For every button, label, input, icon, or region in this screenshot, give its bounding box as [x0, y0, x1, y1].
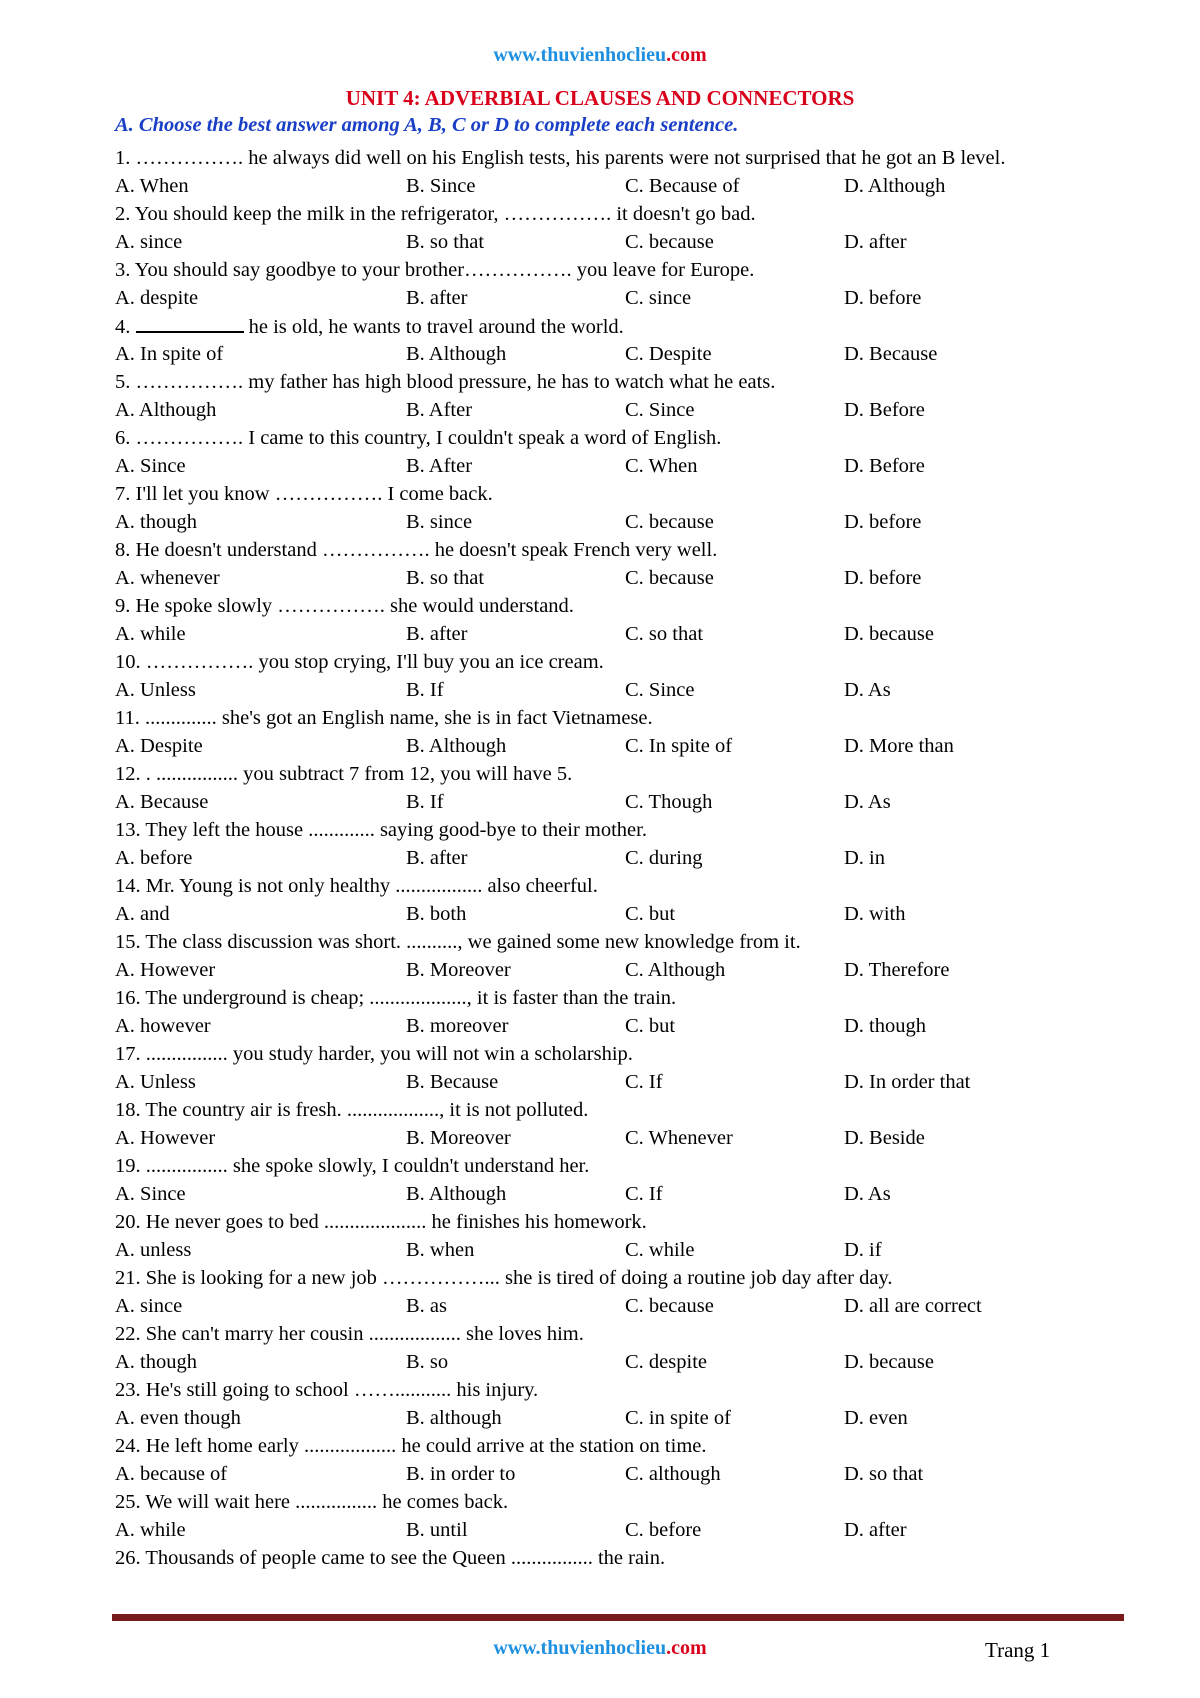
answer-option-a[interactable]: A. despite: [115, 287, 199, 309]
question-item: [115, 1264, 1115, 1320]
answer-option-c[interactable]: C. Despite: [625, 343, 712, 365]
answer-option-a[interactable]: A. However: [115, 959, 216, 981]
answer-option-d[interactable]: D. before: [844, 511, 922, 533]
answer-option-b[interactable]: B. after: [406, 847, 468, 869]
question-text: 17. ................ you study harder, you will not win a scholarship.: [115, 1043, 633, 1065]
question-text: 24. He left home early .................. he could arrive at the station on time.: [115, 1435, 707, 1457]
answer-option-d[interactable]: D. As: [844, 791, 891, 813]
answer-option-a[interactable]: A. Unless: [115, 679, 196, 701]
question-item: [115, 1376, 1115, 1432]
answer-option-a[interactable]: A. though: [115, 511, 197, 533]
answer-option-a[interactable]: A. because of: [115, 1463, 228, 1485]
question-item: [115, 1208, 1115, 1264]
question-text: 18. The country air is fresh. .................., it is not polluted.: [115, 1099, 589, 1121]
answer-option-a[interactable]: A. while: [115, 623, 186, 645]
answer-option-a[interactable]: A. however: [115, 1015, 211, 1037]
question-text: 10. ……………. you stop crying, I'll buy you an ice cream.: [115, 651, 604, 673]
question-item: [115, 704, 1115, 760]
answer-blank: [136, 312, 244, 333]
answer-option-b[interactable]: B. although: [406, 1407, 502, 1429]
question-item: [115, 984, 1115, 1040]
answer-option-a[interactable]: A. and: [115, 903, 170, 925]
question-item: [115, 312, 1115, 368]
answer-option-d[interactable]: D. after: [844, 1519, 907, 1541]
question-item: [115, 480, 1115, 536]
answer-options: [115, 452, 1115, 480]
answer-option-a[interactable]: A. Although: [115, 399, 217, 421]
answer-option-d[interactable]: D. Therefore: [844, 959, 950, 981]
answer-option-d[interactable]: D. Before: [844, 399, 925, 421]
answer-options: [115, 1404, 1115, 1432]
answer-option-d[interactable]: D. after: [844, 231, 907, 253]
answer-option-c[interactable]: C. despite: [625, 1351, 707, 1373]
answer-options: [115, 844, 1115, 872]
answer-option-a[interactable]: A. since: [115, 231, 183, 253]
question-text: 15. The class discussion was short. .........., we gained some new knowledge from it.: [115, 931, 801, 953]
answer-option-c[interactable]: C. during: [625, 847, 703, 869]
question-item: [115, 1544, 1115, 1572]
answer-option-d[interactable]: D. with: [844, 903, 906, 925]
answer-option-a[interactable]: A. Because: [115, 791, 209, 813]
answer-options: [115, 956, 1115, 984]
answer-option-b[interactable]: B. so that: [406, 231, 485, 253]
answer-options: [115, 1068, 1115, 1096]
answer-option-d[interactable]: D. Because: [844, 343, 938, 365]
answer-option-d[interactable]: D. In order that: [844, 1071, 971, 1093]
answer-option-d[interactable]: D. though: [844, 1015, 926, 1037]
question-text: 12. . ................ you subtract 7 from 12, you will have 5.: [115, 763, 573, 785]
page-number: Trang 1: [985, 1638, 1051, 1662]
answer-option-d[interactable]: D. before: [844, 287, 922, 309]
answer-option-a[interactable]: A. Since: [115, 1183, 186, 1205]
question-text: 19. ................ she spoke slowly, I couldn't understand her.: [115, 1155, 590, 1177]
answer-option-c[interactable]: C. but: [625, 903, 676, 925]
answer-option-b[interactable]: B. moreover: [406, 1015, 509, 1037]
answer-options: [115, 396, 1115, 424]
answer-option-a[interactable]: A. even though: [115, 1407, 241, 1429]
answer-option-d[interactable]: D. even: [844, 1407, 908, 1429]
question-text: 3. You should say goodbye to your brother……………. you leave for Europe.: [115, 259, 755, 281]
question-item: [115, 928, 1115, 984]
answer-option-c[interactable]: C. Since: [625, 399, 695, 421]
answer-option-c[interactable]: C. Whenever: [625, 1127, 733, 1149]
footer-divider: [112, 1614, 1124, 1621]
answer-option-d[interactable]: D. so that: [844, 1463, 924, 1485]
section-instruction: A. Choose the best answer among A, B, C or D to complete each sentence.: [115, 114, 739, 136]
answer-option-b[interactable]: B. Moreover: [406, 959, 511, 981]
answer-option-b[interactable]: B. so: [406, 1351, 449, 1373]
question-item: [115, 648, 1115, 704]
answer-option-d[interactable]: D. As: [844, 679, 891, 701]
answer-option-d[interactable]: D. Beside: [844, 1127, 925, 1149]
answer-options: [115, 788, 1115, 816]
header-site-link[interactable]: [0, 44, 1200, 67]
answer-option-c[interactable]: C. since: [625, 287, 692, 309]
question-item: [115, 368, 1115, 424]
answer-options: [115, 1012, 1115, 1040]
answer-option-c[interactable]: C. Since: [625, 679, 695, 701]
answer-options: [115, 508, 1115, 536]
question-text: 16. The underground is cheap; ..................., it is faster than the train.: [115, 987, 677, 1009]
answer-option-c[interactable]: C. while: [625, 1239, 695, 1261]
answer-option-b[interactable]: B. Since: [406, 175, 476, 197]
answer-option-b[interactable]: B. If: [406, 791, 444, 813]
question-item: [115, 144, 1115, 200]
answer-option-c[interactable]: C. In spite of: [625, 735, 733, 757]
answer-option-b[interactable]: B. so that: [406, 567, 485, 589]
answer-option-a[interactable]: A. since: [115, 1295, 183, 1317]
answer-options: [115, 284, 1115, 312]
question-text: 11. .............. she's got an English name, she is in fact Vietnamese.: [115, 707, 653, 729]
answer-option-a[interactable]: A. In spite of: [115, 343, 224, 365]
question-text-end: he is old, he wants to travel around the world.: [243, 316, 624, 338]
answer-option-c[interactable]: C. because: [625, 567, 714, 589]
answer-option-b[interactable]: B. Although: [406, 343, 507, 365]
footer-link-suffix: .com: [666, 1637, 707, 1659]
answer-option-c[interactable]: C. Because of: [625, 175, 740, 197]
question-text: 2. You should keep the milk in the refrigerator, ……………. it doesn't go bad.: [115, 203, 756, 225]
answer-options: [115, 172, 1115, 200]
answer-options: [115, 564, 1115, 592]
question-item: [115, 256, 1115, 312]
question-item: [115, 760, 1115, 816]
question-text: 22. She can't marry her cousin .................. she loves him.: [115, 1323, 584, 1345]
answer-option-b[interactable]: B. If: [406, 679, 444, 701]
question-text: 8. He doesn't understand ……………. he doesn't speak French very well.: [115, 539, 718, 561]
answer-option-b[interactable]: B. Because: [406, 1071, 499, 1093]
answer-option-d[interactable]: D. in: [844, 847, 885, 869]
answer-option-b[interactable]: B. in order to: [406, 1463, 516, 1485]
header-link-main: www.thuvienhoclieu: [493, 44, 667, 66]
answer-option-c[interactable]: C. Though: [625, 791, 713, 813]
answer-option-b[interactable]: B. after: [406, 287, 468, 309]
answer-option-a[interactable]: A. However: [115, 1127, 216, 1149]
answer-options: [115, 1124, 1115, 1152]
question-item: [115, 816, 1115, 872]
answer-option-d[interactable]: D. More than: [844, 735, 954, 757]
answer-option-a[interactable]: A. Since: [115, 455, 186, 477]
answer-option-b[interactable]: B. After: [406, 455, 473, 477]
question-item: [115, 1152, 1115, 1208]
answer-option-d[interactable]: D. because: [844, 623, 934, 645]
question-item: [115, 872, 1115, 928]
answer-options: [115, 1348, 1115, 1376]
answer-option-c[interactable]: C. Although: [625, 959, 726, 981]
question-item: [115, 424, 1115, 480]
answer-options: [115, 676, 1115, 704]
question-text: 7. I'll let you know ……………. I come back.: [115, 483, 493, 505]
answer-options: [115, 900, 1115, 928]
answer-option-d[interactable]: D. all are correct: [844, 1295, 982, 1317]
answer-option-d[interactable]: D. if: [844, 1239, 882, 1261]
question-item: [115, 1320, 1115, 1376]
question-item: [115, 1432, 1115, 1488]
answer-option-b[interactable]: B. after: [406, 623, 468, 645]
answer-option-a[interactable]: A. Unless: [115, 1071, 196, 1093]
answer-options: [115, 732, 1115, 760]
question-item: [115, 536, 1115, 592]
question-text: 9. He spoke slowly ……………. she would understand.: [115, 595, 574, 617]
answer-option-b[interactable]: B. Although: [406, 1183, 507, 1205]
answer-option-d[interactable]: D. As: [844, 1183, 891, 1205]
answer-option-b[interactable]: B. as: [406, 1295, 447, 1317]
question-text: 25. We will wait here ................ he comes back.: [115, 1491, 509, 1513]
question-text: 21. She is looking for a new job ……………... she is tired of doing a routine job day after day.: [115, 1267, 893, 1289]
answer-option-b[interactable]: B. when: [406, 1239, 475, 1261]
question-item: [115, 1096, 1115, 1152]
answer-option-c[interactable]: C. If: [625, 1071, 663, 1093]
answer-options: [115, 1460, 1115, 1488]
question-item: [115, 200, 1115, 256]
answer-option-d[interactable]: D. Although: [844, 175, 946, 197]
answer-options: [115, 228, 1115, 256]
header-link-suffix: .com: [666, 44, 707, 66]
answer-options: [115, 1516, 1115, 1544]
answer-option-b[interactable]: B. After: [406, 399, 473, 421]
question-text: 1. ……………. he always did well on his English tests, his parents were not surprised that he got an B level.: [115, 147, 1006, 169]
answer-options: [115, 620, 1115, 648]
answer-option-b[interactable]: B. Although: [406, 735, 507, 757]
answer-option-a[interactable]: A. whenever: [115, 567, 220, 589]
answer-option-b[interactable]: B. since: [406, 511, 473, 533]
answer-option-d[interactable]: D. Before: [844, 455, 925, 477]
answer-option-b[interactable]: B. both: [406, 903, 467, 925]
answer-option-c[interactable]: C. When: [625, 455, 698, 477]
answer-option-c[interactable]: C. although: [625, 1463, 721, 1485]
answer-option-c[interactable]: C. because: [625, 231, 714, 253]
question-item: [115, 1040, 1115, 1096]
question-text: 26. Thousands of people came to see the Queen ................ the rain.: [115, 1547, 666, 1569]
answer-option-d[interactable]: D. because: [844, 1351, 934, 1373]
answer-option-a[interactable]: A. while: [115, 1519, 186, 1541]
answer-option-a[interactable]: A. before: [115, 847, 193, 869]
answer-options: [115, 340, 1115, 368]
answer-option-a[interactable]: A. When: [115, 175, 189, 197]
question-text: 20. He never goes to bed .................... he finishes his homework.: [115, 1211, 647, 1233]
answer-option-a[interactable]: A. though: [115, 1351, 197, 1373]
footer-link-main: www.thuvienhoclieu: [493, 1637, 667, 1659]
answer-option-c[interactable]: C. If: [625, 1183, 663, 1205]
answer-option-a[interactable]: A. Despite: [115, 735, 203, 757]
question-text: 13. They left the house ............. saying good-bye to their mother.: [115, 819, 647, 841]
answer-option-c[interactable]: C. in spite of: [625, 1407, 731, 1429]
question-text: 23. He's still going to school ……........... his injury.: [115, 1379, 539, 1401]
answer-options: [115, 1236, 1115, 1264]
answer-option-a[interactable]: A. unless: [115, 1239, 192, 1261]
answer-option-c[interactable]: C. before: [625, 1519, 702, 1541]
answer-option-c[interactable]: C. but: [625, 1015, 676, 1037]
question-text: 6. ……………. I came to this country, I couldn't speak a word of English.: [115, 427, 722, 449]
question-item: [115, 592, 1115, 648]
page-title: UNIT 4: ADVERBIAL CLAUSES AND CONNECTORS: [345, 86, 855, 110]
question-text-start: 4.: [115, 316, 136, 338]
question-list: [115, 144, 1115, 1572]
answer-options: [115, 1292, 1115, 1320]
question-text: 5. ……………. my father has high blood pressure, he has to watch what he eats.: [115, 371, 776, 393]
question-text: [115, 312, 1115, 340]
answer-options: [115, 1180, 1115, 1208]
answer-option-b[interactable]: B. Moreover: [406, 1127, 511, 1149]
question-item: [115, 1488, 1115, 1544]
question-text: 14. Mr. Young is not only healthy ................. also cheerful.: [115, 875, 598, 897]
answer-option-c[interactable]: C. so that: [625, 623, 704, 645]
answer-option-b[interactable]: B. until: [406, 1519, 468, 1541]
answer-option-c[interactable]: C. because: [625, 511, 714, 533]
answer-option-c[interactable]: C. because: [625, 1295, 714, 1317]
answer-option-d[interactable]: D. before: [844, 567, 922, 589]
